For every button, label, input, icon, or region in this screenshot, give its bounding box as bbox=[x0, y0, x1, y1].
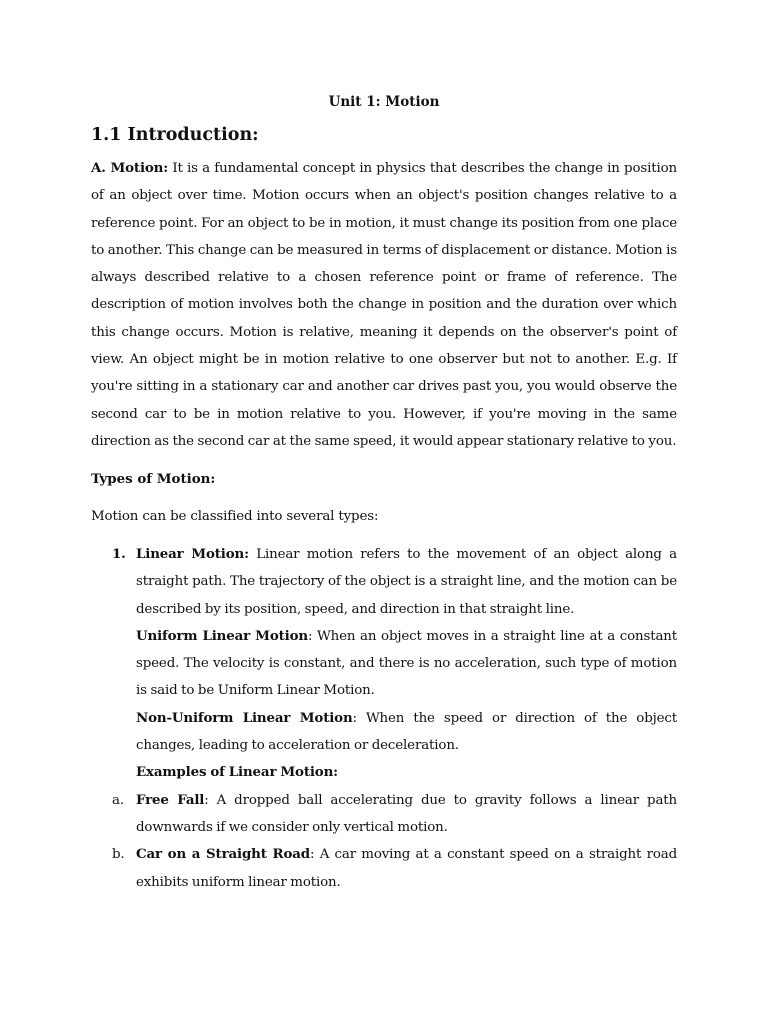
free-fall-text: : A dropped ball accelerating due to gravity follows a linear path downwards if we consider only vertical motion. bbox=[136, 792, 677, 835]
types-intro: Motion can be classified into several types: bbox=[91, 509, 379, 524]
examples-heading-row bbox=[91, 759, 677, 786]
linear-motion-text-block bbox=[136, 541, 677, 623]
non-uniform-text: : When the speed or direction of the object changes, leading to acceleration or deceleration. bbox=[136, 710, 677, 754]
car-on-road-text: : A car moving at a constant speed on a straight road exhibits uniform linear motion. bbox=[136, 847, 677, 890]
car-on-road-term: Car on a Straight Road bbox=[136, 846, 311, 863]
motion-text: It is a fundamental concept in physics that describes the change in position of an object over time. Motion occurs when an object's position changes relative to a reference point. For an object to be in motion, it must change its position from one place to another. This change can be measured in terms of displacement or distance. Motion is always described relative to a chosen reference point or frame of reference. The description of motion involves both the change in position and the duration over which this change occurs. Motion is relative, meaning it depends on the observer's point of view. An object might be in motion relative to one observer but not to another. E.g. If you're sitting in a stationary car and another car drives past you, you would observe the second car to be in motion relative to you. However, if you're moving in the same direction as the second car at the same speed, it would appear stationary relative to you. bbox=[91, 161, 677, 449]
motion-types-list bbox=[91, 541, 677, 896]
non-uniform-term: Non-Uniform Linear Motion bbox=[136, 709, 353, 726]
non-uniform-linear-motion-item bbox=[91, 705, 677, 760]
list-item-free-fall bbox=[91, 787, 677, 842]
examples-heading: Examples of Linear Motion: bbox=[136, 764, 338, 781]
linear-motion-text: Linear motion refers to the movement of an object along a straight path. The trajectory of the object is a straight line, and the motion can be described by its position, speed, and direction in that straight line. bbox=[136, 547, 678, 617]
types-heading: Types of Motion: bbox=[91, 471, 216, 487]
uniform-linear-motion-item bbox=[91, 623, 677, 705]
uniform-text: : When an object moves in a straight line at a constant speed. The velocity is constant, and there is no acceleration, such type of motion is said to be Uniform Linear Motion. bbox=[136, 628, 677, 699]
section-heading: 1.1 Introduction: bbox=[91, 125, 259, 145]
car-on-road-text-block bbox=[136, 841, 677, 896]
list-letter: b. bbox=[112, 847, 125, 863]
unit-title: Unit 1: Motion bbox=[328, 94, 440, 110]
list-letter: a. bbox=[112, 792, 124, 808]
uniform-term: Uniform Linear Motion bbox=[136, 627, 308, 644]
non-uniform-text-block bbox=[136, 705, 677, 760]
list-item-linear-motion bbox=[91, 541, 677, 623]
motion-term: A. Motion: bbox=[91, 160, 169, 176]
free-fall-text-block bbox=[136, 787, 677, 842]
linear-motion-term: Linear Motion: bbox=[136, 546, 249, 562]
list-item-car-on-road bbox=[91, 841, 677, 896]
uniform-text-block bbox=[136, 623, 677, 705]
motion-paragraph bbox=[91, 155, 677, 455]
free-fall-term: Free Fall bbox=[136, 791, 205, 808]
list-number: 1. bbox=[112, 546, 126, 562]
